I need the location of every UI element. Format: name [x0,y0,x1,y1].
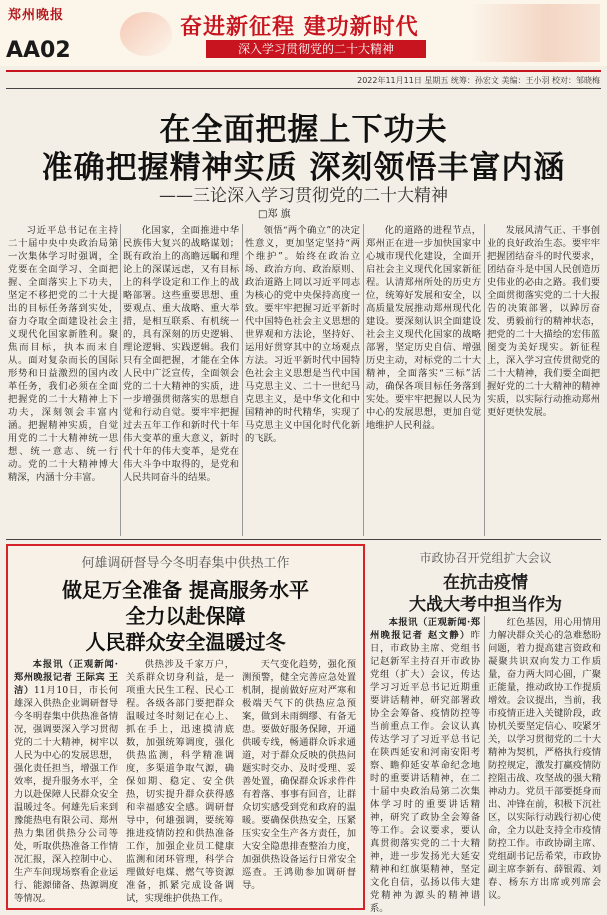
lead-column-4 [366,224,481,536]
lead-paragraph: 领悟“两个确立”的决定性意义，更加坚定坚持“两个维护”。始终在政治立场、政治方向、政治原则、政治道路上同以习近平同志为核心的党中央保持高度一致。要牢牢把握习近平新时代中国特色社会主义思想的世界观和方法论，坚持好、运用好贯穿其中的立场观点方法。习近平新时代中国特色社会主义思想是当代中国马克思主义、二十一世纪马克思主义，是中华文化和中国精神的时代精华，实现了马克思主义中国化时代化新的飞跃。 [245,225,360,444]
lead-column-3 [245,224,360,536]
cppcc-column-1 [370,616,480,914]
column-divider [484,616,485,906]
column-divider [242,224,243,536]
dateline: 2022年11月11日 星期五 统筹：孙宏文 美编：王小羽 校对：邹晓梅 [357,76,600,85]
lead-column-1 [8,224,118,536]
heating-paragraph: 天气变化趋势，强化预测预警，健全完善应急处置机制，提前做好应对严寒和极端天气下的供热应急预案，做到未雨绸缪、有备无患。要做好服务保障，开通供暖专线，畅通群众诉求通道，对于群众反映的供热问题实时交办、及时受理、妥善处置，确保群众诉求件件有着落、事事有回音，让群众切实感受到党和政府的温暖。要确保供热安全，压紧压实安全生产各方责任，加大安全隐患排查整治力度，加强供热设备运行日常安全巡查。王鸿勋参加调研督导。 [242,659,356,891]
heating-story-box [6,544,365,910]
cppcc-headline-2: 大战大考中担当作为 [409,595,562,615]
page-number: AA02 [6,38,71,63]
newspaper-logo: 郑州晚报 [8,8,65,23]
lead-paragraph: 化国家，全面推进中华民族伟大复兴的战略谋划；既有政治上的高瞻远瞩和理论上的深谋远虑，又有目标上的科学设定和工作上的战略部署。这些重要思想、重要观点、重大战略、重大举措，是相互联系、有机统一的，具有深刻的历史逻辑、理论逻辑、实践逻辑。我们只有全面把握，才能在全体人民中广泛宣传，全面领会党的二十大精神的实质，进一步增强贯彻落实的思想自觉和行动自觉。要牢牢把握过去五年工作和新时代十年伟大变革的重大意义，新时代十年的伟大变革，是党在伟大斗争中取得的，是党和人民共同奋斗的结果。 [123,225,239,483]
dateline-rule [6,88,601,89]
section-rule [6,539,601,540]
masthead-rule [6,70,601,72]
heating-column-1 [14,658,118,902]
cppcc-paragraph: 本报讯（正观新闻·郑州晚报记者 赵文静）昨日，市政协主席、党组书记赵新军主持召开市政协党组（扩大）会议，传达学习习近平总书记近期重要讲话精神，研究部署政协全会筹备、疫情防控等当前重点工作。会议认真传达学习了习近平总书记在陕西延安和河南安阳考察、瞻仰延安革命纪念地时的重要讲话精神，在二十届中央政治局第二次集体学习时的重要讲话精神，研究了政协全会筹备等工作。会议要求，要认真贯彻落实党的二十大精神，进一步发扬光大延安精神和红旗渠精神，坚定文化自信，弘扬以伟大建党精神为源头的精神谱系。 [370,617,480,914]
lead-column-5 [487,224,600,536]
heating-paragraph: 本报讯（正观新闻·郑州晚报记者 王际宾 王洁）11月10日，市长何雄深入供热企业调研督导今冬明春集中供热准备情况，强调要深入学习贯彻党的二十大精神，树牢以人民为中心的发展思想，强化责任担当，增强工作效率，提升服务水平，全力以赴保障人民群众安全温暖过冬。何雄先后来到豫能热电有限公司、郑州热力集团供热分公司等处，听取供热准备工作情况汇报，深入控制中心、生产车间现场察看企业运行、能源储备、热源调度等情况。 [14,659,118,904]
banner-decoration-right [470,4,600,62]
column-divider [484,224,485,536]
lead-paragraph: 习近平总书记在主持二十届中央中央政治局第一次集体学习时强调，全党要在全面学习、全面把握、全面落实上下功夫，坚定不移把党的二十大提出的目标任务落到实处，奋力夺取全面建设社会主义现代化国家新胜利。聚焦而目标，执本而末自从。面对复杂而长的国际形势和日益激烈的国内改革任务，我们必须在全面把握党的二十大精神上下功夫，深刻领会丰富内涵。把握精神实质，自觉用党的二十大精神统一思想、统一意志、统一行动。党的二十大精神博大精深，内涵十分丰富。 [8,225,118,483]
heating-headline-3: 人民群众安全温暖过冬 [85,630,286,654]
cppcc-story-kicker: 市政协召开党组扩大会议 [419,551,552,565]
heating-column-2 [126,658,234,902]
column-divider [120,224,121,536]
cppcc-author: 本报讯（正观新闻·郑州晚报记者 赵文静） [370,617,480,641]
cppcc-column-2 [488,616,601,906]
heating-author: 本报讯（正观新闻·郑州晚报记者 王际宾 王洁） [14,659,118,696]
lead-column-2 [123,224,239,536]
lead-paragraph: 发展风清气正、干事创业的良好政治生态。要牢牢把握团结奋斗的时代要求，团结奋斗是中国人民创造历史伟业的必由之路。我们要全面贯彻落实党的二十大报告的决策部署，以踔厉奋发、勇毅前行的精神状态，把党的二十大描绘的宏伟蓝图变为美好现实。新征程上，深入学习宣传贯彻党的二十大精神，我们要全面把握好党的二十大精神的精神实质，以实际行动推动郑州更好更快发展。 [487,225,600,418]
lead-subheadline: ——三论深入学习贯彻党的二十大精神 [159,186,448,206]
lead-paragraph: 化的道路的进程节点，郑州正在进一步加快国家中心城市现代化建设，全面开启社会主义现代化国家新征程。认清郑州所处的历史方位，统筹好发展和安全，以高质量发展推动郑州现代化建设。要深刻认识全面建设社会主义现代化国家的战略部署，坚定历史自信、增强历史主动，对标党的二十大精神，全面落实“三标”活动，确保各项目标任务落到实处。要牢牢把握以人民为中心的发展思想，更加自觉地维护人民利益。 [366,225,481,431]
campaign-banner: 奋进新征程 建功新时代 [180,15,419,40]
banner-decoration-left [120,12,172,56]
lead-headline-2: 准确把握精神实质 深刻领悟丰富内涵 [41,150,566,186]
heating-story-kicker: 何雄调研督导今冬明春集中供热工作 [81,556,290,571]
column-divider [363,224,364,536]
heating-headline-1: 做足万全准备 提高服务水平 [62,578,309,602]
heating-column-3 [242,658,356,902]
heating-paragraph: 供热涉及千家万户，关系群众切身利益，是一项重大民生工程、民心工程。各级各部门要把群众温暖过冬时刻记在心上、抓在手上，迅速摸清底数，加强统筹调度，强化供热监测，科学精准调度，多渠道争取气源，确保如期、稳定、安全供热，切实提升群众获得感和幸福感安全感。调研督导中，何雄强调，要统筹推进疫情防控和供热准备工作，加强企业员工健康监测和闭环管理，科学合理做好电煤、燃气等资源准备，抓紧完成设备调试，实现维护供热工作。 [126,659,234,904]
campaign-banner-subtitle: 深入学习贯彻党的二十大精神 [206,40,426,58]
cppcc-headline-1: 在抗击疫情 [443,573,528,593]
lead-headline-1: 在全面把握上下功夫 [159,112,448,148]
lead-byline: □郑 旗 [258,209,291,220]
heating-headline-2: 全力以赴保障 [125,604,246,628]
cppcc-paragraph: 红色基因，用心用情用力解决群众关心的急难愁盼问题，着力提高建言资政和凝聚共识双向发力工作质量，奋力两大同心圆，广聚正能量，推动政协工作提质增效。会议提出，当前，我市疫情正进入关键阶段，政协机关要坚定信心、咬紧牙关，以学习贯彻党的二十大精神为契机，严格执行疫情防控规定，激发打赢疫情防控阻击战、攻坚战的强大精神动力。党员干部要挺身而出、冲锋在前，积极下沉社区，以实际行动践行初心使命，全力以赴支持全市疫情防控工作。市政协副主席、党组副书记岳希荣，市政协副主席李新有、薛银霞、刘春、杨东方出席或列席会议。 [488,617,601,901]
